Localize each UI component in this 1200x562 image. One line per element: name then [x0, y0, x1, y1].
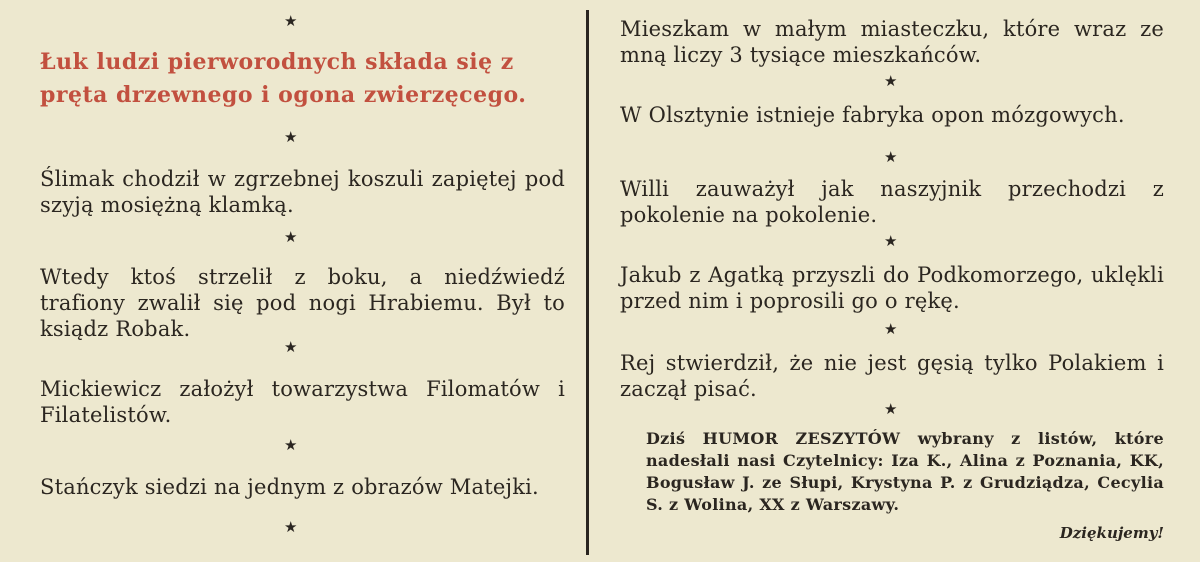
joke-item: Mieszkam w małym miasteczku, które wraz ze mną liczy 3 tysiące mieszkańców.	[620, 17, 1164, 67]
credits-note: Dziś HUMOR ZESZYTÓW wybrany z listów, które nadesłali nasi Czytelnicy: Iza K., Alina z Poznania, KK, Bogusław J. ze Słupi, Krystyna P. z Grudziądza, Cecylia S. z Wolina, XX z Warszawy.	[646, 429, 1164, 514]
joke-item: Stańczyk siedzi na jednym z obrazów Matejki.	[40, 475, 539, 499]
separator-star-icon: ★	[284, 12, 298, 30]
headline: Łuk ludzi pierworodnych składa się z pręta drzewnego i ogona zwierzęcego.	[40, 49, 527, 108]
joke-item: Rej stwierdził, że nie jest gęsią tylko Polakiem i zaczął pisać.	[620, 351, 1164, 401]
joke-item: Wtedy ktoś strzelił z boku, a niedźwiedź trafiony zwalił się pod nogi Hrabiemu. Był to ksiądz Robak.	[40, 265, 565, 341]
joke-item: Jakub z Agatką przyszli do Podkomorzego, uklękli przed nim i poprosili go o rękę.	[620, 263, 1164, 313]
separator-star-icon: ★	[884, 72, 898, 90]
joke-item: Mickiewicz założył towarzystwa Filomatów i Filatelistów.	[40, 377, 565, 427]
column-divider	[586, 10, 589, 555]
joke-item: Willi zauważył jak naszyjnik przechodzi z pokolenie na pokolenie.	[620, 177, 1164, 227]
joke-item: W Olsztynie istnieje fabryka opon mózgowych.	[620, 103, 1125, 127]
separator-star-icon: ★	[884, 320, 898, 338]
separator-star-icon: ★	[284, 436, 298, 454]
separator-star-icon: ★	[284, 128, 298, 146]
thanks-signoff: Dziękujemy!	[1059, 524, 1164, 542]
separator-star-icon: ★	[884, 148, 898, 166]
separator-star-icon: ★	[284, 518, 298, 536]
joke-item: Ślimak chodził w zgrzebnej koszuli zapiętej pod szyją mosiężną klamką.	[40, 167, 565, 217]
separator-star-icon: ★	[284, 228, 298, 246]
separator-star-icon: ★	[884, 232, 898, 250]
separator-star-icon: ★	[284, 338, 298, 356]
separator-star-icon: ★	[884, 400, 898, 418]
